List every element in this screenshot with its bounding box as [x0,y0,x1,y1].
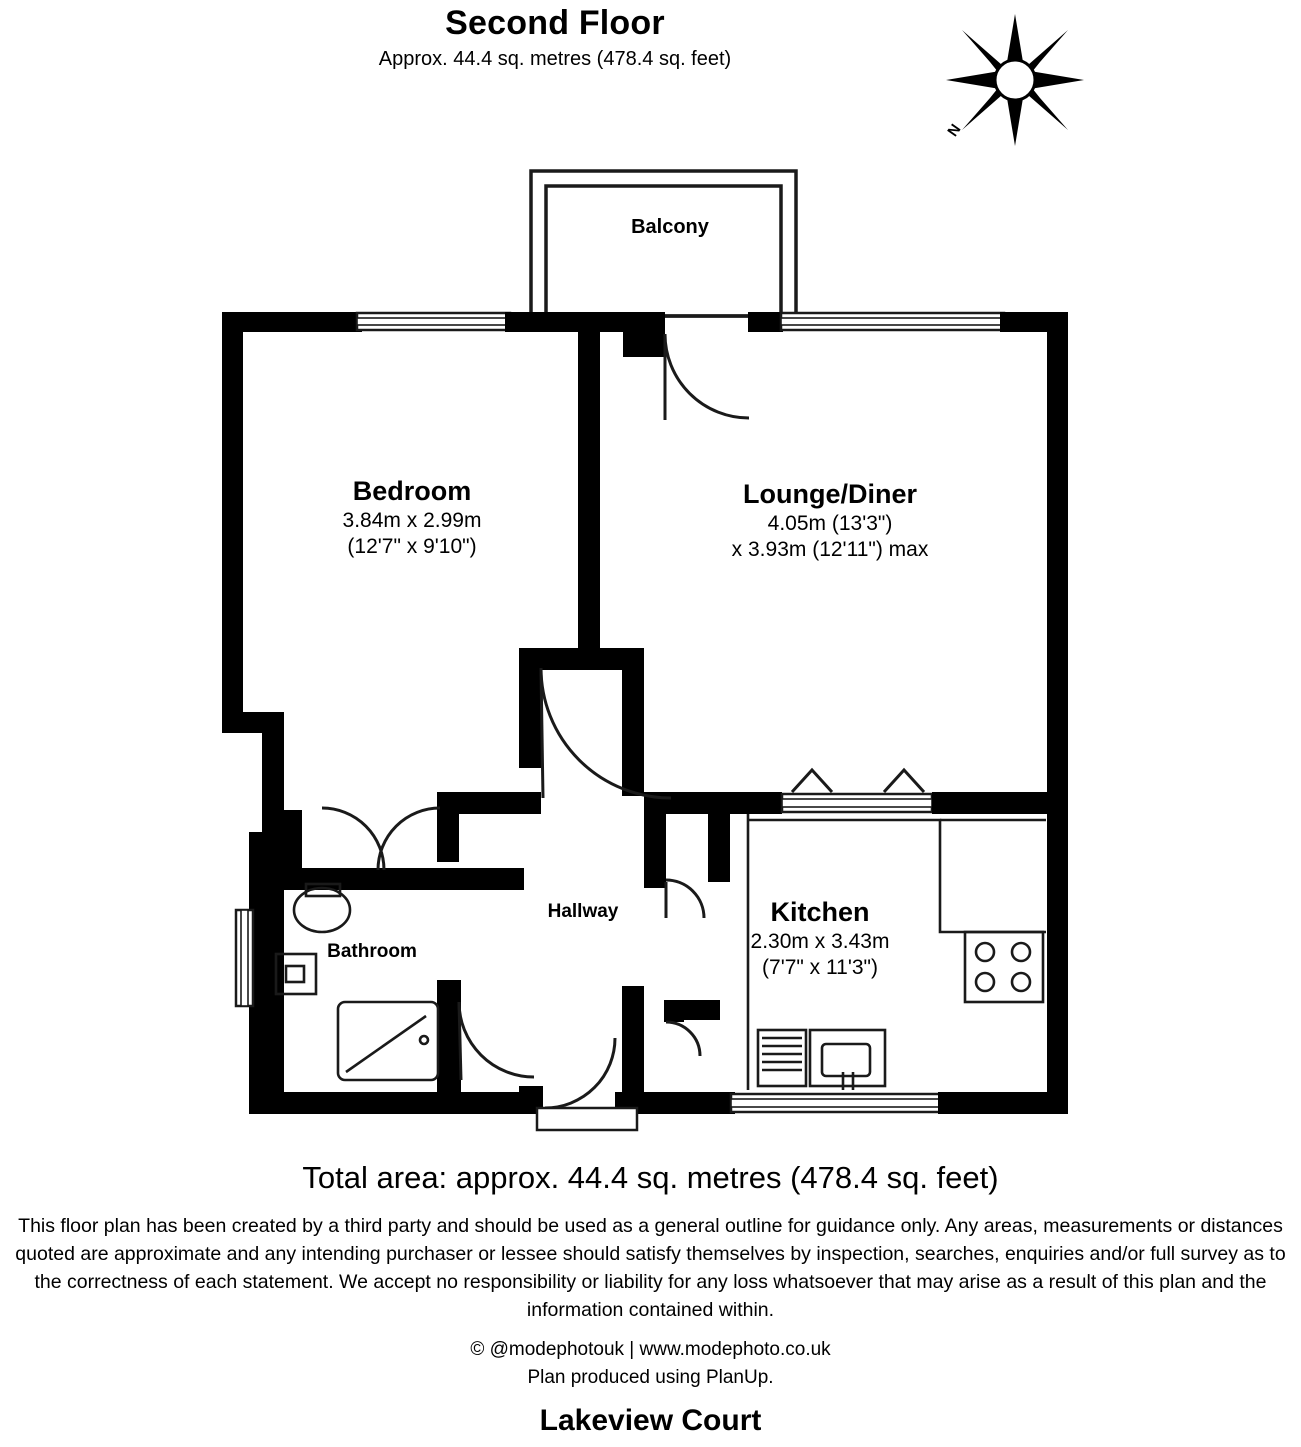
room-dim-imperial-bedroom: (12'7" x 9'10") [347,534,477,558]
credit-line-2: Plan produced using PlanUp. [527,1366,774,1388]
credit-line-1: © @modephotouk | www.modephoto.co.uk [470,1339,831,1360]
property-name: Lakeview Court [539,1404,762,1437]
page-title: Second Floor [445,4,665,42]
compass-north-label: N [944,121,965,140]
page-subtitle: Approx. 44.4 sq. metres (478.4 sq. feet) [378,48,732,70]
door-entrance [545,1038,615,1108]
door-bathroom [459,1002,534,1077]
walls [222,171,1068,1114]
room-name-kitchen: Kitchen [770,897,870,927]
room-dim-imperial-lounge: x 3.93m (12'11") max [731,537,929,561]
door-bedroom [541,668,671,798]
room-dim-metric-lounge: 4.05m (13'3") [767,511,893,535]
room-dim-metric-bedroom: 3.84m x 2.99m [342,508,482,532]
total-area-text: Total area: approx. 44.4 sq. metres (478.4 sq. feet) [302,1160,999,1195]
room-name-bathroom: Bathroom [327,941,417,962]
room-label-lounge [685,478,975,562]
room-label-bathroom [272,940,472,963]
room-label-bedroom [262,475,562,559]
credit-block [0,1336,1301,1391]
room-name-bedroom: Bedroom [352,476,472,506]
room-label-kitchen [700,896,940,980]
room-dim-imperial-kitchen: (7'7" x 11'3") [762,955,878,979]
floor-plan-drawing [0,120,1301,1140]
wc-icon [294,888,350,932]
room-label-hallway [488,900,678,923]
room-name-hallway: Hallway [547,901,619,922]
room-label-balcony [520,215,820,239]
balcony-outline [531,171,796,316]
room-name-balcony: Balcony [631,216,709,238]
hob-icon [965,932,1043,1002]
disclaimer-text: This floor plan has been created by a third party and should be used as a general outline for guidance only. Any areas, measurements or distances quoted are approximate and any intending purchaser or lessee should satisfy themselves by inspection, searches, enquiries and/or full survey as to the correctness of each statement. We accept no responsibility or liability for any loss whatsoever that may arise as a result of this plan and the information contained within. [15,1215,1286,1321]
door-cupboard-left [322,808,384,870]
door-kitchen-cupboard [666,1022,700,1056]
room-dim-metric-kitchen: 2.30m x 3.43m [750,929,890,953]
door-balcony [665,334,749,418]
room-name-lounge: Lounge/Diner [743,479,917,509]
